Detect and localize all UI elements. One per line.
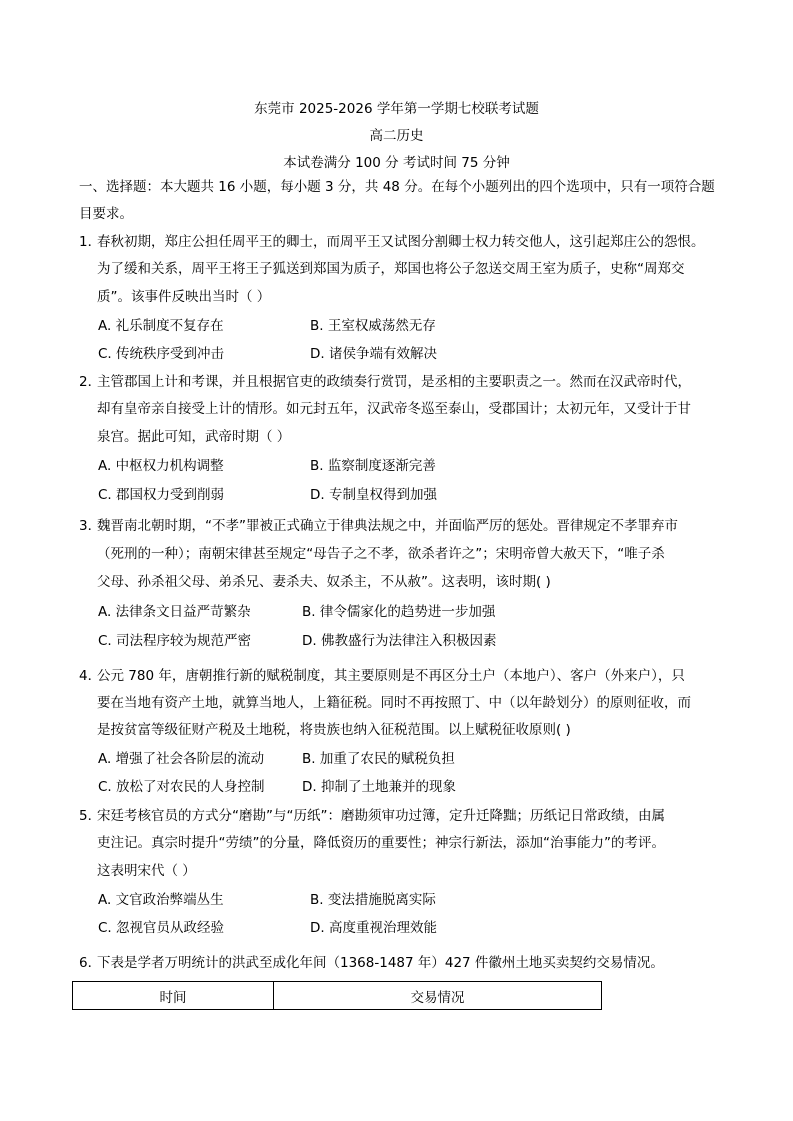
question-text-line: 泉宫。据此可知，武帝时期（ ） [97,429,291,445]
option-b: B. 王室权威荡然无存 [310,318,436,334]
question-number: 1． [79,234,102,250]
question-text-line: 却有皇帝亲自接受上计的情形。如元封五年，汉武帝冬巡至泰山，受郡国计；太初元年，又受计于甘 [97,401,691,417]
question-text-line: 宋廷考核官员的方式分“磨勘”与“历纸”：磨勘须审功过簿，定升迁降黜；历纸记日常政绩，由属 [97,808,665,824]
option-b: B. 监察制度逐渐完善 [310,458,436,474]
exam-title: 东莞市 2025-2026 学年第一学期七校联考试题 [254,101,539,117]
question-text-line: 为了缓和关系，周平王将王子狐送到郑国为质子，郑国也将公子忽送交周王室为质子，史称“周郑交 [97,261,685,277]
option-c: C. 忽视官员从政经验 [98,920,225,936]
option-b: B. 律令儒家化的趋势进一步加强 [302,604,496,620]
question-text-line: 春秋初期，郑庄公担任周平王的卿士，而周平王又试图分割卿士权力转交他人，这引起郑庄公的怨恨。 [97,234,705,250]
question-number: 2． [79,374,102,390]
option-a: A. 中枢权力机构调整 [98,458,224,474]
option-d: D. 诸侯争端有效解决 [310,346,437,362]
question-text-line: 魏晋南北朝时期，“不孝”罪被正式确立于律典法规之中，并面临严厉的惩处。晋律规定不孝罪弃市 [97,518,678,534]
option-a: A. 礼乐制度不复存在 [98,318,224,334]
option-a: A. 文官政治弊端丛生 [98,892,224,908]
section-instruction-line1: 一、选择题：本大题共 16 小题，每小题 3 分，共 48 分。在每个小题列出的四个选项中，只有一项符合题 [79,179,715,195]
option-d: D. 高度重视治理效能 [310,920,437,936]
question-number: 5． [79,808,102,824]
subject-title: 高二历史 [369,128,424,144]
option-c: C. 司法程序较为规范严密 [98,633,252,649]
question-text-line: 主管郡国上计和考课，并且根据官吏的政绩奏行赏罚，是丞相的主要职责之一。然而在汉武帝时代， [97,374,691,390]
option-b: B. 加重了农民的赋税负担 [302,751,455,767]
table-header-time: 时间 [73,982,274,1010]
option-c: C. 郡国权力受到削弱 [98,487,225,503]
question-number: 3． [79,518,102,534]
option-a: A. 增强了社会各阶层的流动 [98,751,265,767]
question-text-line: 要在当地有资产土地，就算当地人，上籍征税。同时不再按照丁、中（以年龄划分）的原则征收，而 [97,695,691,711]
question-text-line: 父母、孙杀祖父母、弟杀兄、妻杀夫、奴杀主，不从赦”。这表明，该时期( ) [97,574,551,590]
question-number: 4． [79,668,102,684]
option-b: B. 变法措施脱离实际 [310,892,436,908]
option-a: A. 法律条文日益严苛繁杂 [98,604,251,620]
option-c: C. 传统秩序受到冲击 [98,346,225,362]
section-instruction-line2: 目要求。 [79,206,133,222]
question-text-line: 这表明宋代（ ） [97,863,196,879]
option-d: D. 专制皇权得到加强 [310,487,437,503]
question-text-line: 质”。该事件反映出当时（ ） [97,289,271,305]
table-header-transaction: 交易情况 [274,982,602,1010]
option-c: C. 放松了对农民的人身控制 [98,779,265,795]
table-header-row [73,982,602,1010]
question-text-line: 公元 780 年，唐朝推行新的赋税制度，其主要原则是不再区分土户（本地户）、客户（外来户），只 [97,668,685,684]
question-text-line: 吏注记。真宗时提升“劳绩”的分量，降低资历的重要性；神宗行新法，添加“治事能力”的考评。 [97,835,665,851]
option-d: D. 佛教盛行为法律注入积极因素 [302,633,497,649]
exam-info: 本试卷满分 100 分 考试时间 75 分钟 [283,155,510,171]
land-transaction-table [72,981,602,1010]
option-d: D. 抑制了土地兼并的现象 [302,779,456,795]
question-text-line: （死刑的一种）；南朝宋律甚至规定“母告子之不孝，欲杀者许之”；宋明帝曾大赦天下，“唯子杀 [97,546,665,562]
question-number: 6． [79,955,102,971]
question-text-line: 下表是学者万明统计的洪武至成化年间（1368-1487 年）427 件徽州土地买卖契约交易情况。 [97,955,664,971]
question-text-line: 是按贫富等级征财产税及土地税，将贵族也纳入征税范围。以上赋税征收原则( ) [97,722,571,738]
